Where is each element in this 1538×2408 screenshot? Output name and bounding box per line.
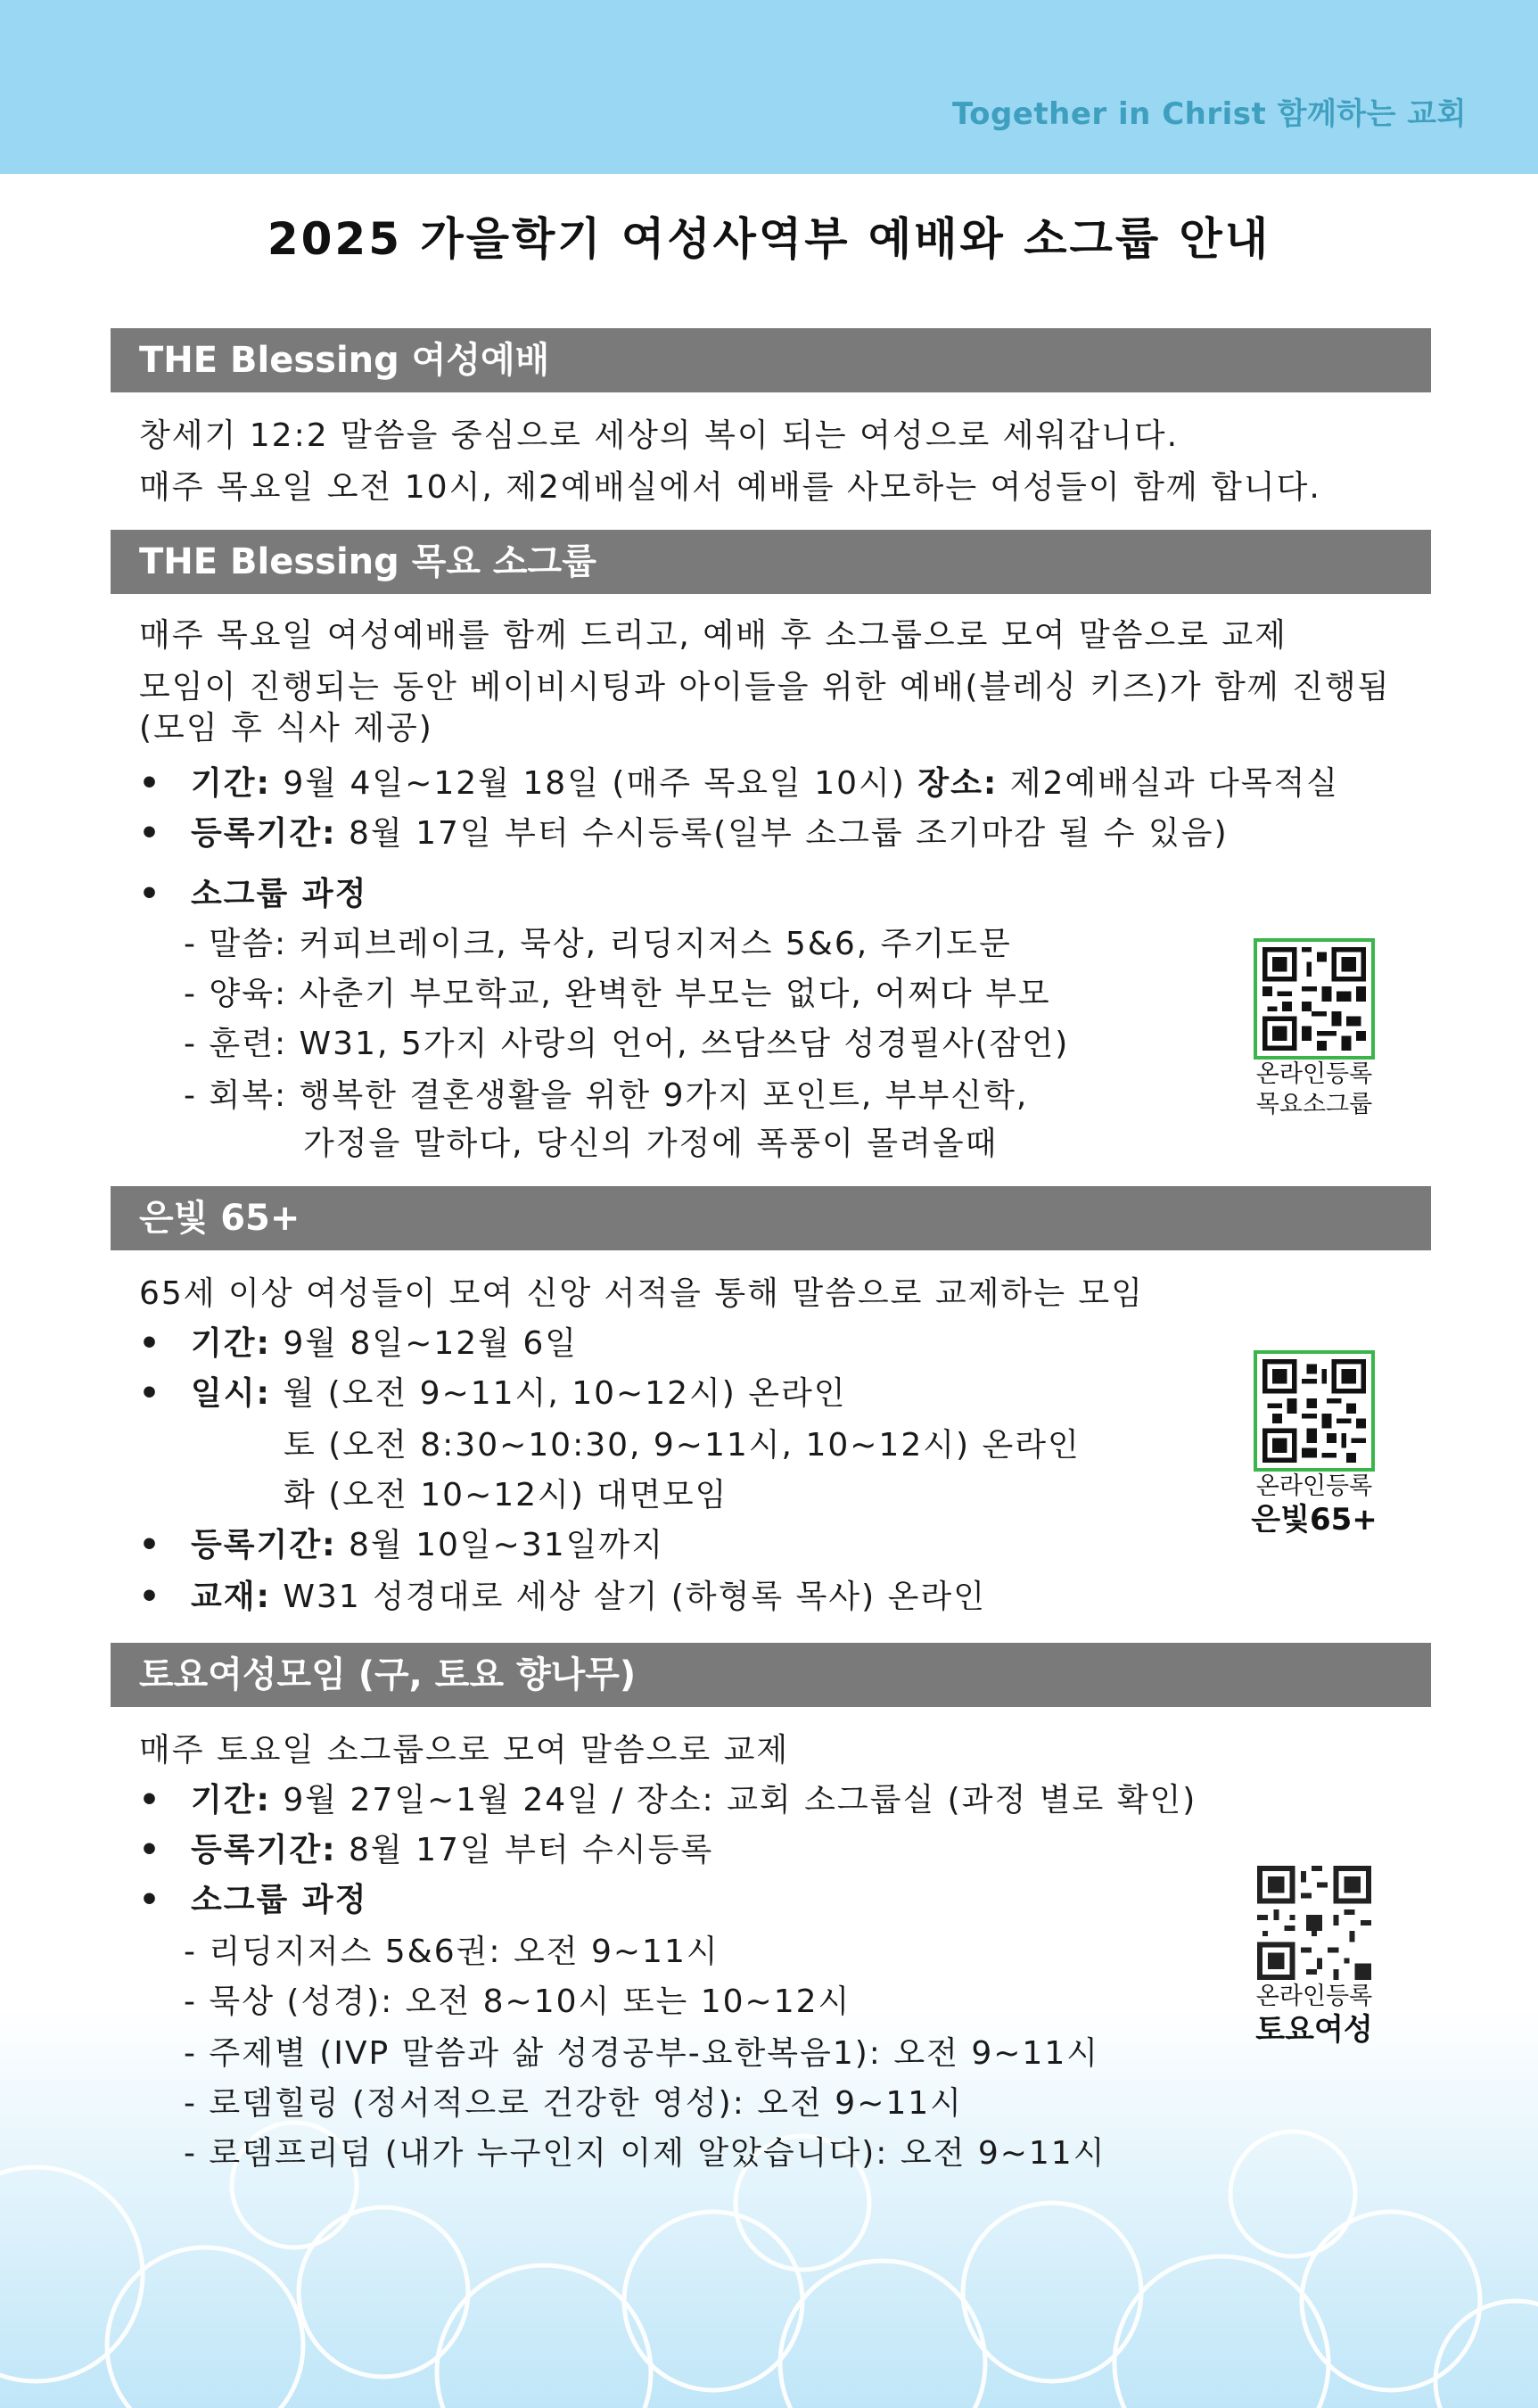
- saturday-registration: • 등록기간: 8월 17일 부터 수시등록: [139, 1832, 714, 1868]
- church-tagline: Together in Christ 함께하는 교회: [951, 96, 1467, 132]
- section-heading-silver: 은빛 65+: [111, 1186, 1431, 1250]
- thursday-line-1: 매주 목요일 여성예배를 함께 드리고, 예배 후 소그룹으로 모여 말씀으로 교제: [139, 617, 1287, 654]
- thursday-course-item: - 훈련: W31, 5가지 사랑의 언어, 쓰담쓰담 성경필사(잠언): [184, 1026, 1070, 1062]
- qr-code-silver[interactable]: [1254, 1350, 1375, 1472]
- page-title: 2025 가을학기 여성사역부 예배와 소그룹 안내: [267, 213, 1271, 265]
- saturday-course-title: • 소그룹 과정: [139, 1882, 368, 1918]
- thursday-registration: • 등록기간: 8월 17일 부터 수시등록(일부 소그룹 조기마감 될 수 있음): [139, 815, 1229, 852]
- silver-textbook: • 교재: W31 성경대로 세상 살기 (하형록 목사) 온라인: [139, 1579, 986, 1615]
- qr-caption-saturday: 온라인등록 토요여성: [1255, 1983, 1373, 2048]
- silver-line-1: 65세 이상 여성들이 모여 신앙 서적을 통해 말씀으로 교제하는 모임: [139, 1275, 1144, 1312]
- worship-line-2: 매주 목요일 오전 10시, 제2예배실에서 예배를 사모하는 여성들이 함께 합니다.: [139, 469, 1321, 506]
- qr-code-saturday[interactable]: [1254, 1862, 1375, 1983]
- saturday-course-item: - 묵상 (성경): 오전 8~10시 또는 10~12시: [184, 1983, 851, 2020]
- thursday-line-2: 모임이 진행되는 동안 베이비시팅과 아이들을 위한 예배(블레싱 키즈)가 함께 진행됨: [139, 669, 1391, 705]
- saturday-course-item: - 주제별 (IVP 말씀과 삶 성경공부-요한복음1): 오전 9~11시: [184, 2035, 1100, 2072]
- thursday-period: • 기간: 9월 4일~12월 18일 (매주 목요일 10시) 장소: 제2예배실과 다목적실: [139, 765, 1340, 802]
- saturday-line-1: 매주 토요일 소그룹으로 모여 말씀으로 교제: [139, 1732, 790, 1769]
- thursday-course-item: - 회복: 행복한 결혼생활을 위한 9가지 포인트, 부부신학,: [184, 1077, 1029, 1114]
- thursday-course-title: • 소그룹 과정: [139, 876, 368, 912]
- qr-caption-silver: 온라인등록 은빛65+: [1251, 1472, 1378, 1538]
- thursday-course-item: 가정을 말하다, 당신의 가정에 폭풍이 몰려올때: [303, 1126, 999, 1162]
- qr-code-thursday[interactable]: [1254, 938, 1375, 1060]
- worship-line-1: 창세기 12:2 말씀을 중심으로 세상의 복이 되는 여성으로 세워갑니다.: [139, 417, 1180, 454]
- silver-registration: • 등록기간: 8월 10일~31일까지: [139, 1527, 664, 1563]
- saturday-course-item: - 로뎀힐링 (정서적으로 건강한 영성): 오전 9~11시: [184, 2085, 963, 2122]
- saturday-course-item: - 로뎀프리덤 (내가 누구인지 이제 알았습니다): 오전 9~11시: [184, 2135, 1106, 2172]
- silver-time: • 일시: 월 (오전 9~11시, 10~12시) 온라인: [139, 1375, 847, 1412]
- silver-time-line: 토 (오전 8:30~10:30, 9~11시, 10~12시) 온라인: [284, 1427, 1081, 1464]
- header-band: [0, 0, 1538, 174]
- silver-time-line: 화 (오전 10~12시) 대면모임: [284, 1477, 728, 1513]
- section-heading-saturday: 토요여성모임 (구, 토요 향나무): [111, 1643, 1431, 1707]
- thursday-course-item: - 양육: 사춘기 부모학교, 완벽한 부모는 없다, 어쩌다 부모: [184, 976, 1051, 1012]
- qr-caption-thursday: 온라인등록 목요소그룹: [1255, 1060, 1373, 1118]
- silver-period: • 기간: 9월 8일~12월 6일: [139, 1325, 579, 1362]
- thursday-course-item: - 말씀: 커피브레이크, 묵상, 리딩지저스 5&6, 주기도문: [184, 926, 1012, 962]
- saturday-course-item: - 리딩지저스 5&6권: 오전 9~11시: [184, 1934, 720, 1970]
- section-heading-thursday: THE Blessing 목요 소그룹: [111, 530, 1431, 594]
- section-heading-worship: THE Blessing 여성예배: [111, 328, 1431, 392]
- thursday-line-3: (모임 후 식사 제공): [139, 710, 433, 746]
- saturday-period: • 기간: 9월 27일~1월 24일 / 장소: 교회 소그룹실 (과정 별로 확인): [139, 1782, 1197, 1818]
